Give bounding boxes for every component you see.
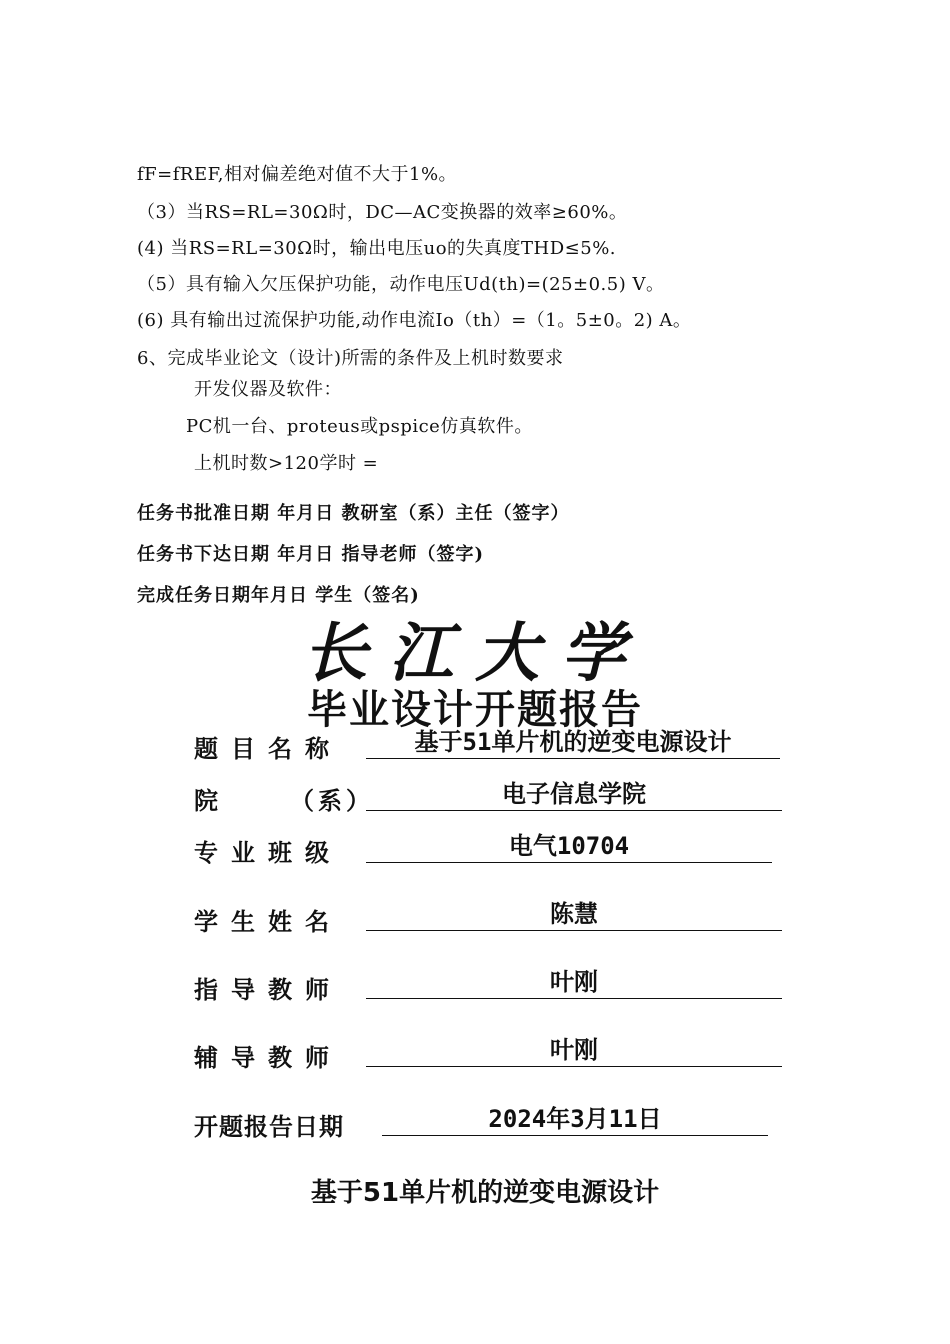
signature-line-3: 完成任务日期年月日 学生（签名) [137,585,420,606]
requirement-line-3: (4) 当RS=RL=30Ω时，输出电压uo的失真度THD≤5%. [137,238,617,259]
requirement-line-4: （5）具有输入欠压保护功能，动作电压Ud(th)=(25±0.5) V。 [137,274,665,295]
major-value: 电气10704 [366,830,772,863]
tools-label: 开发仪器及软件： [194,379,342,400]
thesis-title: 基于51单片机的逆变电源设计 [310,1178,660,1208]
date-label: 开题报告日期 [194,1113,344,1141]
university-name: 长江大学 [303,616,647,691]
report-title: 毕业设计开题报告 [307,687,643,733]
tutor-label: 辅导教师 [194,1044,342,1072]
signature-line-2: 任务书下达日期 年月日 指导老师（签字) [137,544,485,565]
requirement-line-5: (6) 具有输出过流保护功能,动作电流Io（th）=（1。5±0。2) A。 [137,310,692,331]
topic-label: 题目名称 [194,735,342,763]
dept-label-a: 院 [194,787,218,815]
advisor-label: 指导教师 [194,976,342,1004]
student-label: 学生姓名 [194,908,342,936]
dept-value: 电子信息学院 [366,778,782,811]
conditions-heading: 6、完成毕业论文（设计)所需的条件及上机时数要求 [137,348,564,369]
requirement-line-2: （3）当RS=RL=30Ω时，DC—AC变换器的效率≥60%。 [137,202,628,223]
hours-text: 上机时数>120学时 = [194,453,379,474]
advisor-value: 叶刚 [366,966,782,999]
dept-label-b: （系） [290,787,374,815]
topic-value: 基于51单片机的逆变电源设计 [366,726,780,759]
student-value: 陈慧 [366,898,782,931]
tutor-value: 叶刚 [366,1034,782,1067]
requirement-line-1: fF=fREF,相对偏差绝对值不大于1%。 [137,164,458,185]
tools-text: PC机一台、proteus或pspice仿真软件。 [186,416,533,437]
date-value: 2024年3月11日 [382,1103,768,1136]
major-label: 专业班级 [194,839,342,867]
signature-line-1: 任务书批准日期 年月日 教研室（系）主任（签字） [137,503,570,524]
